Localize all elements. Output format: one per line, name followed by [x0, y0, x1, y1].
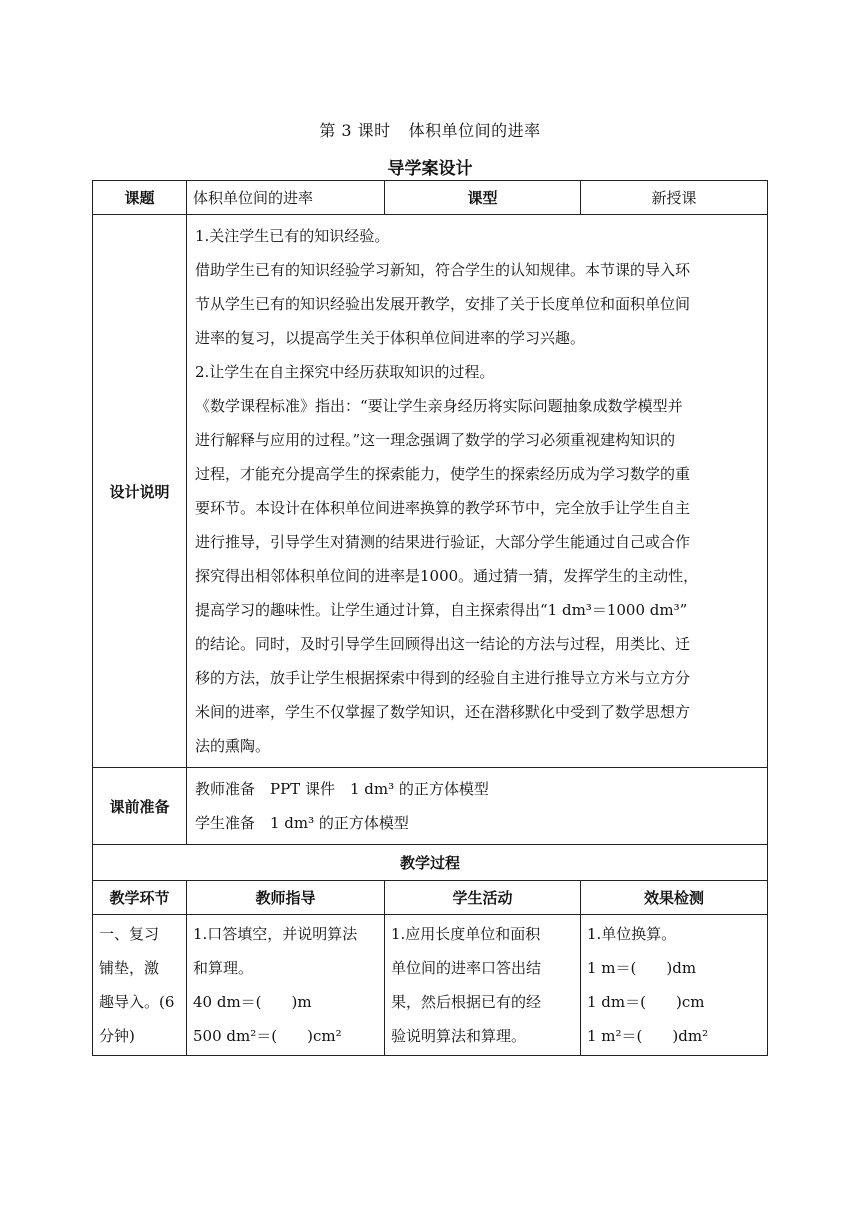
col-student: 学生活动 [385, 881, 581, 915]
design-line: 节从学生已有的知识经验出发展开教学，安排了关于长度单位和面积单位间 [195, 295, 691, 313]
stage-line: 铺垫，激 [99, 959, 160, 977]
design-text [187, 215, 768, 768]
design-line: 米间的进率，学生不仅掌握了数学知识，还在潜移默化中受到了数学思想方 [195, 703, 691, 721]
check-line: 1 dm＝( )cm [587, 993, 705, 1011]
check-line: 1.单位换算。 [587, 925, 677, 943]
design-line: 《数学课程标准》指出：“要让学生亲身经历将实际问题抽象成数学模型并 [195, 397, 683, 415]
design-line: 进率的复习，以提高学生关于体积单位间进率的学习兴趣。 [195, 329, 586, 347]
design-line: 1.关注学生已有的知识经验。 [195, 227, 390, 245]
stage-line: 趣导入。(6 [99, 993, 175, 1011]
design-line: 探究得出相邻体积单位间的进率是1000。通过猜一猜，发挥学生的主动性， [195, 567, 699, 585]
prep-label: 课前准备 [93, 768, 187, 845]
prep-teacher: 教师准备 PPT 课件 1 dm³ 的正方体模型 [195, 780, 489, 798]
topic-value: 体积单位间的进率 [187, 181, 385, 215]
topic-label: 课题 [93, 181, 187, 215]
check-line: 1 m＝( )dm [587, 959, 697, 977]
design-line: 过程，才能充分提高学生的探索能力，使学生的探索经历成为学习数学的重 [195, 465, 691, 483]
stage-cell [93, 915, 187, 1056]
teacher-line: 和算理。 [193, 959, 254, 977]
design-label: 设计说明 [93, 215, 187, 768]
type-value: 新授课 [581, 181, 768, 215]
student-line: 果，然后根据已有的经 [391, 993, 542, 1011]
stage-line: 一、复习 [99, 925, 160, 943]
teacher-line: 500 dm²＝( )cm² [193, 1027, 342, 1045]
type-label: 课型 [385, 181, 581, 215]
lesson-number: 第 3 课时 [319, 121, 391, 140]
design-line: 法的熏陶。 [195, 737, 271, 755]
prep-content [187, 768, 768, 845]
design-line: 进行解释与应用的过程。”这一理念强调了数学的学习必须重视建构知识的 [195, 431, 676, 449]
prep-student: 学生准备 1 dm³ 的正方体模型 [195, 814, 409, 832]
design-line: 提高学习的趣味性。让学生通过计算，自主探索得出“1 dm³＝1000 dm³” [195, 601, 688, 619]
process-title: 教学过程 [93, 845, 768, 881]
lesson-plan-table [92, 180, 768, 1056]
teacher-line: 1.口答填空，并说明算法 [193, 925, 358, 943]
student-cell [385, 915, 581, 1056]
student-line: 验说明算法和算理。 [391, 1027, 527, 1045]
design-line: 移的方法，放手让学生根据探索中得到的经验自主进行推导立方米与立方分 [195, 669, 691, 687]
design-line: 要环节。本设计在体积单位间进率换算的教学环节中，完全放手让学生自主 [195, 499, 691, 517]
plan-title: 导学案设计 [387, 159, 473, 179]
stage-line: 分钟) [99, 1027, 135, 1045]
design-line: 进行推导，引导学生对猜测的结果进行验证，大部分学生能通过自己或合作 [195, 533, 691, 551]
prep-row [93, 768, 768, 845]
col-check: 效果检测 [581, 881, 768, 915]
teacher-line: 40 dm＝( )m [193, 993, 312, 1011]
student-line: 1.应用长度单位和面积 [391, 925, 541, 943]
lesson-title: 体积单位间的进率 [408, 121, 541, 140]
check-line: 1 m²＝( )dm² [587, 1027, 709, 1045]
student-line: 单位间的进率口答出结 [391, 959, 542, 977]
info-row [93, 181, 768, 215]
col-stage: 教学环节 [93, 881, 187, 915]
design-line: 借助学生已有的知识经验学习新知，符合学生的认知规律。本节课的导入环 [195, 261, 691, 279]
teacher-cell [187, 915, 385, 1056]
design-row [93, 215, 768, 768]
col-teacher: 教师指导 [187, 881, 385, 915]
process-header-row [93, 881, 768, 915]
design-line: 的结论。同时，及时引导学生回顾得出这一结论的方法与过程，用类比、迁 [195, 635, 691, 653]
lesson-heading [0, 118, 860, 141]
process-row-1 [93, 915, 768, 1056]
check-cell [581, 915, 768, 1056]
design-line: 2.让学生在自主探究中经历获取知识的过程。 [195, 363, 495, 381]
process-title-row [93, 845, 768, 881]
